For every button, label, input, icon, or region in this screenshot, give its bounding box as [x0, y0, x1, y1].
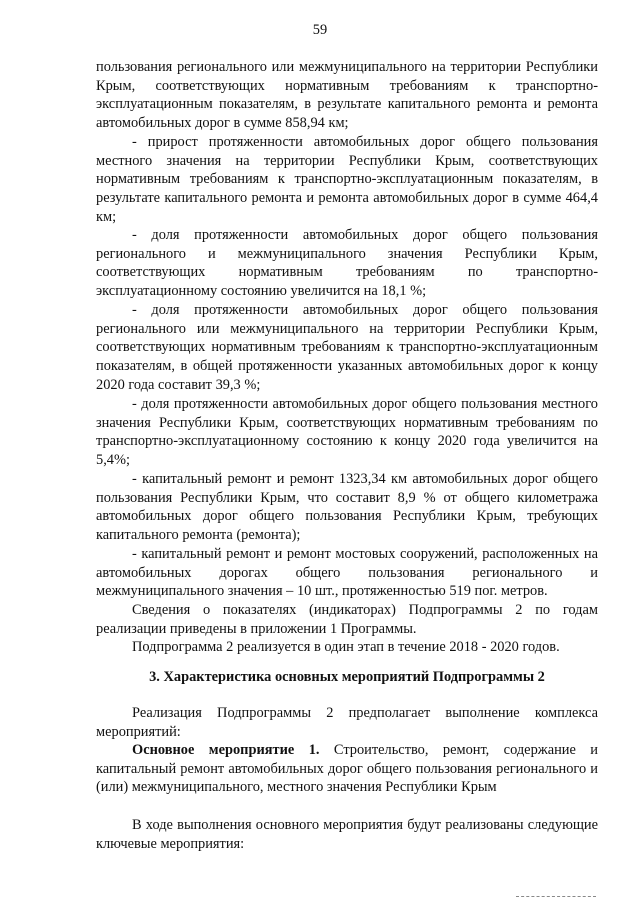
paragraph-stage: Подпрограмма 2 реализуется в один этап в течение 2018 - 2020 годов. [132, 639, 560, 655]
bullet-regional-total-share: - доля протяженности автомобильных дорог общего пользования регионального или межмуниципального на территории Республики Крым, соответствующих нормативным требованиям к транспортно-эксплуатационным показателям, в общей протяженности указанных автомобильных дорог к концу 2020 года составит 39,3 %; [96, 302, 598, 393]
paragraph-main-event [96, 741, 598, 797]
main-event-text: Строительство, ремонт, содержание и капитальный ремонт автомобильных дорог общего пользования регионального и (или) межмуниципального, местного значения Республики Крым [96, 742, 598, 796]
main-event-label: Основное мероприятие 1. [132, 742, 320, 758]
paragraph-intro: Реализация Подпрограммы 2 предполагает выполнение комплекса мероприятий: [96, 705, 598, 740]
bullet-local-share: - доля протяженности автомобильных дорог общего пользования местного значения Республики Крым, соответствующих нормативным требованиям по транспортно-эксплуатационному состоянию к концу 2020 года увеличится на 5,4%; [96, 396, 598, 469]
bullet-repair-km: - капитальный ремонт и ремонт 1323,34 км автомобильных дорог общего пользования Республики Крым, что составит 8,9 % от общего километража автомобильных дорог общего пользования Республики Крым, требующих капитального ремонта (ремонта); [96, 471, 598, 544]
bullet-local-roads-growth: - прирост протяженности автомобильных дорог общего пользования местного значения на территории Республики Крым, соответствующих нормативным требованиям к транспортно-эксплуатационным показателям, в результате капитального ремонта и ремонта автомобильных дорог в сумме 464,4 км; [96, 134, 598, 225]
bullet-bridges: - капитальный ремонт и ремонт мостовых сооружений, расположенных на автомобильных дорогах общего пользования регионального и межмуниципального значения – 10 шт., протяженностью 519 пог. метров. [96, 546, 598, 600]
paragraph-continuation: пользования регионального или межмуниципального на территории Республики Крым, соответствующих нормативным требованиям к транспортно-эксплуатационным показателям, в результате капитального ремонта и ремонта автомобильных дорог в сумме 858,94 км; [96, 59, 598, 132]
footer-divider [516, 896, 596, 897]
bullet-regional-share: - доля протяженности автомобильных дорог общего пользования регионального и межмуниципального значения Республики Крым, соответствующих нормативным требованиям по транспортно-эксплуатационному состоянию увеличится на 18,1 %; [96, 227, 598, 300]
paragraph-closing: В ходе выполнения основного мероприятия будут реализованы следующие ключевые мероприятия: [96, 817, 598, 852]
paragraph-indicators: Сведения о показателях (индикаторах) Подпрограммы 2 по годам реализации приведены в приложении 1 Программы. [96, 602, 598, 637]
page-number: 59 [312, 22, 328, 38]
section-heading: 3. Характеристика основных мероприятий Подпрограммы 2 [149, 669, 545, 685]
